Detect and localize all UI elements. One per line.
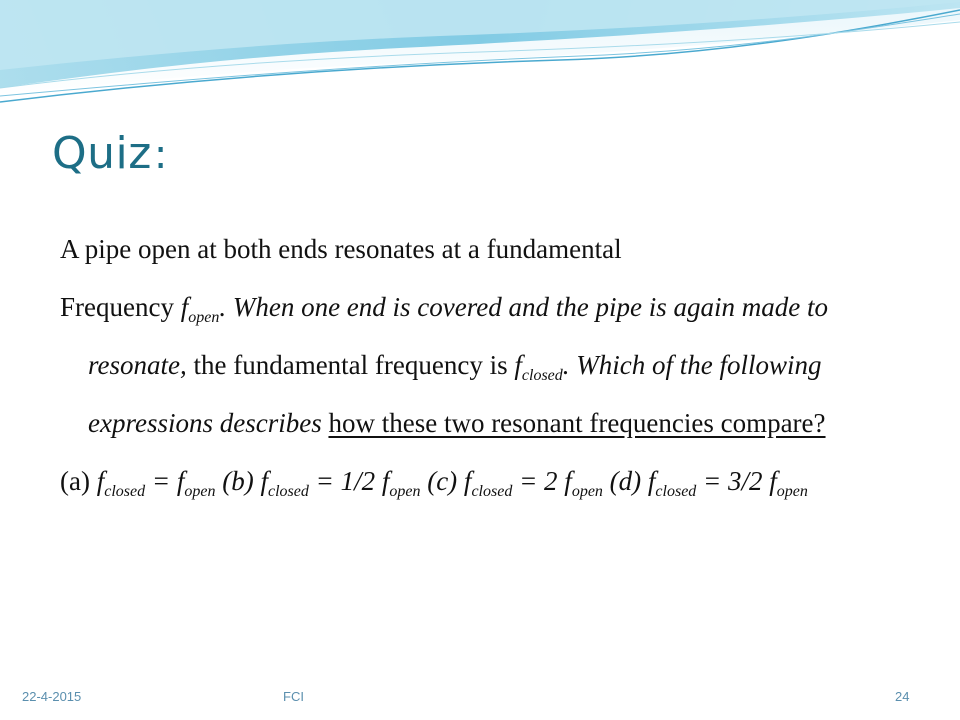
f-closed-subscript: closed (521, 367, 563, 384)
f-symbol: f (769, 466, 777, 496)
f-symbol: f (463, 466, 472, 496)
f-closed-subscript: closed (104, 483, 146, 500)
f-closed-subscript: closed (267, 483, 309, 500)
f-symbol: f (180, 292, 189, 322)
f-symbol: f (176, 466, 185, 496)
f-open-subscript: open (389, 483, 421, 500)
f-symbol: f (564, 466, 572, 496)
slide-title (52, 128, 168, 179)
option-d-relation: = 3/2 (696, 466, 770, 496)
f-open-subscript: open (188, 309, 220, 326)
q-normal-text-1: the fundamental frequency is (186, 350, 515, 380)
option-c-label: (c) (420, 466, 464, 496)
q-underlined-text: how these two resonant frequencies compare? (328, 408, 826, 438)
f-symbol: f (514, 350, 522, 380)
f-symbol: f (96, 466, 105, 496)
title-colon: : (153, 132, 168, 178)
question-intro: A pipe open at both ends resonates at a fundamental (60, 234, 622, 264)
option-b-relation: = 1/2 (308, 466, 382, 496)
slide-number: 24 (895, 689, 910, 704)
f-open-subscript: open (184, 483, 216, 500)
footer-date: 22-4-2015 (22, 689, 82, 704)
f-symbol: f (260, 466, 268, 496)
f-open-subscript: open (571, 483, 603, 500)
header-wave-decoration (0, 0, 960, 120)
option-d-label: (d) (602, 466, 648, 496)
option-c-relation: = 2 (512, 466, 565, 496)
f-closed-subscript: closed (471, 483, 513, 500)
footer-center-text: FCI (283, 689, 304, 704)
question-line-1 (60, 220, 900, 278)
option-b-label: (b) (215, 466, 261, 496)
option-a-relation: = (145, 466, 177, 496)
option-a-label: (a) (60, 466, 97, 496)
question-body (60, 220, 900, 510)
f-symbol: f (381, 466, 390, 496)
q-frequency-label: Frequency (60, 292, 181, 322)
answer-options (60, 452, 900, 510)
title-text: Quiz (52, 128, 152, 179)
q-italic-text-1: . When one end is covered and the pipe is again made to resonate, (88, 292, 828, 380)
f-closed-subscript: closed (655, 483, 697, 500)
question-paragraph (60, 278, 900, 452)
q-italic-text-2: . Which of the following expressions describes (88, 350, 822, 438)
f-symbol: f (647, 466, 656, 496)
f-open-subscript: open (776, 483, 808, 500)
